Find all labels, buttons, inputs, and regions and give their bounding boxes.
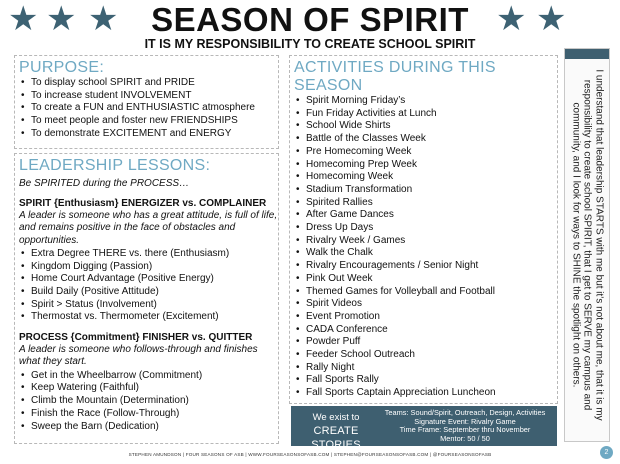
list-item: • After Game Dances <box>294 209 557 222</box>
leadership-intro: Be SPIRITED during the PROCESS… <box>19 178 190 189</box>
list-item: • Walk the Chalk <box>294 247 557 260</box>
list-item: • Rally Night <box>294 362 557 375</box>
star-icon: ★ <box>536 0 567 39</box>
list-item: • To create a FUN and ENTHUSIASTIC atmosphere <box>19 102 278 115</box>
list-item: • Spirit Morning Friday’s <box>294 95 557 108</box>
star-icon: ★ <box>496 0 527 39</box>
list-item: • Build Daily (Positive Attitude) <box>19 286 278 299</box>
mission-banner <box>291 406 557 451</box>
list-item: • Fun Friday Activities at Lunch <box>294 108 557 121</box>
star-icon: ★ <box>88 0 119 39</box>
mentor-text: Mentor: 50 / 50 <box>440 433 490 443</box>
list-item: • Pink Out Week <box>294 273 557 286</box>
list-item: • Climb the Mountain (Determination) <box>19 395 278 408</box>
purpose-box <box>14 55 279 149</box>
list-item: • Get in the Wheelbarrow (Commitment) <box>19 370 278 383</box>
list-item: • To increase student INVOLVEMENT <box>19 90 278 103</box>
list-item: • To display school SPIRIT and PRIDE <box>19 77 278 90</box>
season-details <box>375 409 555 443</box>
list-item: • Feeder School Outreach <box>294 349 557 362</box>
list-item: • Rivalry Encouragements / Senior Night <box>294 260 557 273</box>
list-item: • School Wide Shirts <box>294 120 557 133</box>
header <box>0 0 620 54</box>
list-item: • Thermostat vs. Thermometer (Excitement) <box>19 311 278 324</box>
list-item: • Fall Sports Captain Appreciation Luncheon <box>294 387 557 400</box>
leadership-title: LEADERSHIP LESSONS: <box>19 157 211 174</box>
list-item: • Powder Puff <box>294 336 557 349</box>
list-item: • Themed Games for Volleyball and Football <box>294 286 557 299</box>
list-item: • To demonstrate EXCITEMENT and ENERGY <box>19 128 278 141</box>
list-item: • Home Court Advantage (Positive Energy) <box>19 273 278 286</box>
page-subtitle: IT IS MY RESPONSIBILITY TO CREATE SCHOOL SPIRIT <box>144 37 476 51</box>
list-item: • Sweep the Barn (Dedication) <box>19 421 278 434</box>
spirit-description: A leader is someone who has a great attitude, is full of life, and remains positive in the face of obstacles and opportunities. <box>19 210 278 246</box>
list-item: • Spirited Rallies <box>294 197 557 210</box>
list-item: • Homecoming Week <box>294 171 557 184</box>
list-item: • Spirit > Status (Involvement) <box>19 299 278 312</box>
list-item: • Keep Watering (Faithful) <box>19 382 278 395</box>
signature-event-text: Signature Event: Rivalry Game <box>414 416 516 426</box>
process-heading: PROCESS {Commitment} FINISHER vs. QUITTER <box>19 332 253 344</box>
spirit-heading: SPIRIT {Enthusiasm} ENERGIZER vs. COMPLAINER <box>19 198 267 209</box>
list-item: • Fall Sports Rally <box>294 374 557 387</box>
leadership-box <box>14 153 279 444</box>
list-item: • Spirit Videos <box>294 298 557 311</box>
activities-box <box>289 55 558 404</box>
list-item: • Rivalry Week / Games <box>294 235 557 248</box>
list-item: • Homecoming Prep Week <box>294 159 557 172</box>
activities-list <box>294 95 557 400</box>
commitment-sidebar <box>564 48 610 442</box>
commitment-text: I understand that leadership STARTS with me but it’s not about me, that it is my responsibility to create school SPIRIT, that I get to SERVE my campus and community, and I look for ways to SHINE the spotlight on others. <box>570 69 605 421</box>
mission-statement <box>295 412 377 452</box>
process-list <box>19 370 278 434</box>
spirit-list <box>19 248 278 324</box>
list-item: • Event Promotion <box>294 311 557 324</box>
list-item: • Pre Homecoming Week <box>294 146 557 159</box>
star-icon: ★ <box>8 0 39 39</box>
mission-line1: We exist to <box>312 412 360 423</box>
list-item: • Extra Degree THERE vs. there (Enthusiasm) <box>19 248 278 261</box>
page-number: 2 <box>600 446 613 459</box>
list-item: • Stadium Transformation <box>294 184 557 197</box>
list-item: • Dress Up Days <box>294 222 557 235</box>
list-item: • To meet people and foster new FRIENDSHIPS <box>19 115 278 128</box>
footer-text: STEPHEN AMUNDSON | FOUR SEASONS OF ASB | WWW.FOURSEASONSOFASB.COM | STEPHEN@FOURSEASONSOFASB.COM | @FOURSEASONSOFASB <box>128 452 492 457</box>
activities-title: ACTIVITIES DURING THIS SEASON <box>294 59 496 94</box>
list-item: • CADA Conference <box>294 324 557 337</box>
time-frame-text: Time Frame: September thru November <box>399 425 531 435</box>
purpose-title: PURPOSE: <box>19 59 105 76</box>
star-icon: ★ <box>46 0 77 39</box>
mission-line2: CREATE STORIES <box>311 425 361 451</box>
page-title: SEASON OF SPIRIT <box>151 1 469 38</box>
teams-text: Teams: Sound/Spirit, Outreach, Design, Activities <box>384 408 546 417</box>
list-item: • Finish the Race (Follow-Through) <box>19 408 278 421</box>
list-item: • Kingdom Digging (Passion) <box>19 261 278 274</box>
list-item: • Battle of the Classes Week <box>294 133 557 146</box>
process-description: A leader is someone who follows-through and finishes what they start. <box>19 344 258 368</box>
purpose-list <box>19 77 278 141</box>
